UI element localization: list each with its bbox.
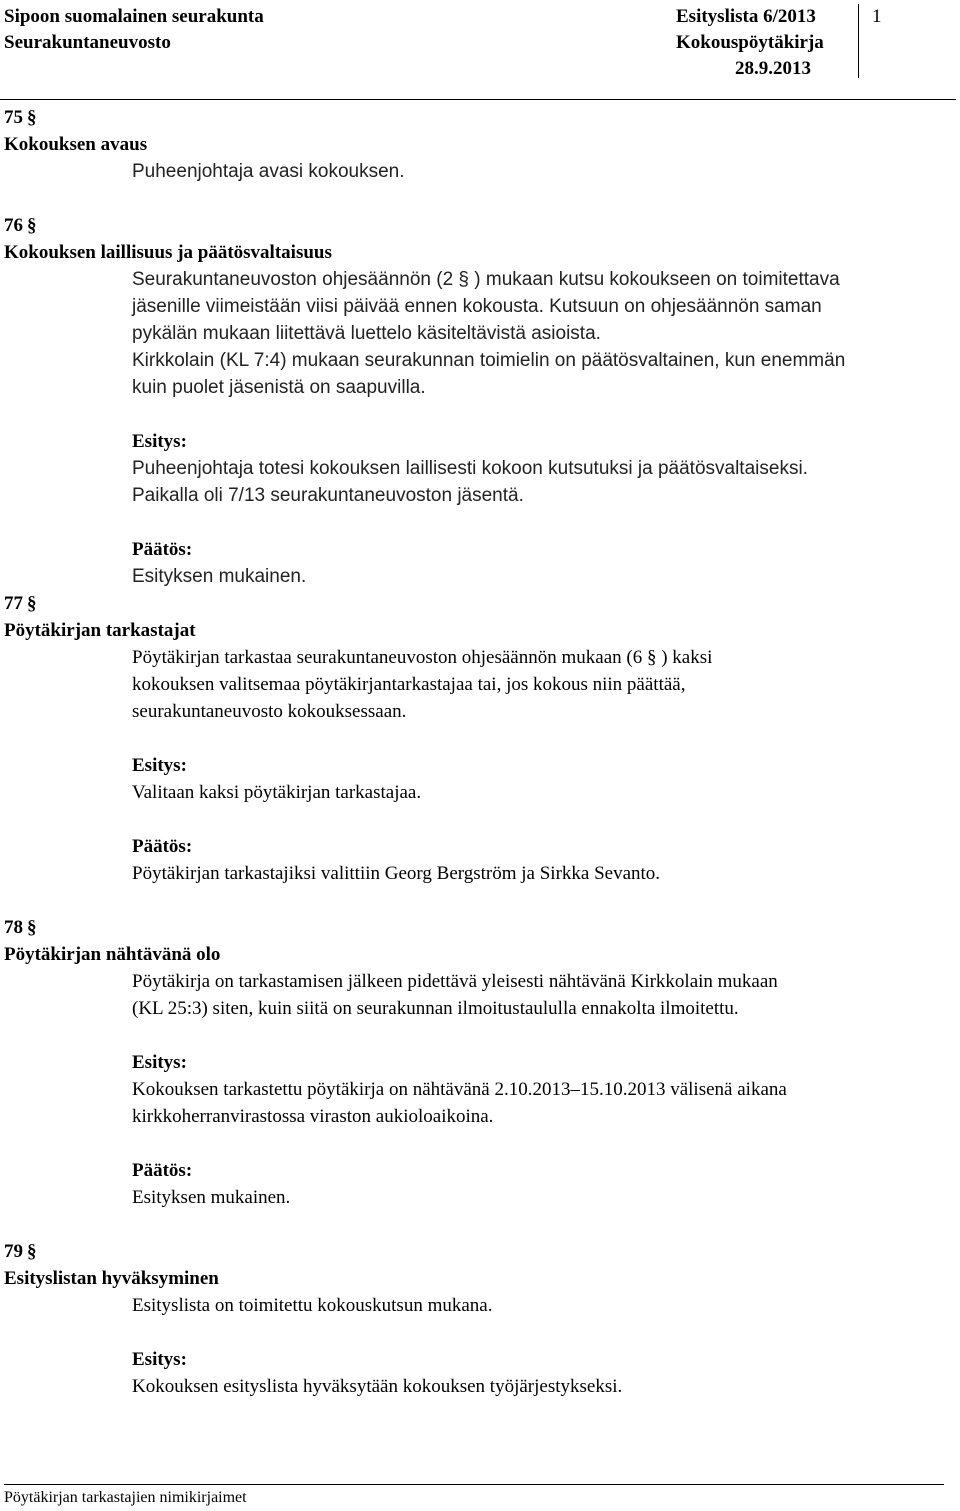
section-77-esitys: Valitaan kaksi pöytäkirjan tarkastajaa. bbox=[132, 782, 422, 803]
section-77-num-text: 77 bbox=[4, 593, 23, 614]
section-76-paatos-label: Päätös: bbox=[132, 539, 193, 560]
document-type: Kokouspöytäkirja bbox=[676, 32, 824, 53]
footer-rule bbox=[4, 1484, 944, 1485]
section-76-line: kuin puolet jäsenistä on saapuvilla. bbox=[132, 377, 426, 398]
section-77-line: kokouksen valitsemaa pöytäkirjantarkastajaa tai, jos kokous niin päättää, bbox=[132, 674, 686, 695]
section-77-number bbox=[4, 590, 956, 617]
section-79-number bbox=[4, 1238, 956, 1265]
section-77-line: seurakuntaneuvosto kokouksessaan. bbox=[132, 701, 407, 722]
section-77-esitys-label: Esitys: bbox=[132, 755, 187, 776]
section-78-paatos: Esityksen mukainen. bbox=[132, 1187, 291, 1208]
section-79-text: Esityslista on toimitettu kokouskutsun mukana. bbox=[132, 1295, 493, 1316]
section-78-number bbox=[4, 914, 956, 941]
section-75-title: Kokouksen avaus bbox=[4, 134, 148, 155]
section-76-line: Kirkkolain (KL 7:4) mukaan seurakunnan toimielin on päätösvaltainen, kun enemmän bbox=[132, 350, 846, 371]
section-78-esitys: Kokouksen tarkastettu pöytäkirja on nähtävänä 2.10.2013–15.10.2013 välisenä aikana bbox=[132, 1079, 787, 1100]
section-76-esitys-label: Esitys: bbox=[132, 431, 187, 452]
minutes-body bbox=[4, 104, 956, 1400]
section-symbol: § bbox=[27, 215, 37, 236]
section-76-line: pykälän mukaan liitettävä luettelo käsiteltävistä asioista. bbox=[132, 323, 601, 344]
section-77-title: Pöytäkirjan tarkastajat bbox=[4, 620, 196, 641]
section-77-paatos-label: Päätös: bbox=[132, 836, 193, 857]
section-79-esitys-label: Esitys: bbox=[132, 1349, 187, 1370]
page-header bbox=[4, 4, 960, 82]
section-symbol: § bbox=[27, 1241, 37, 1262]
section-78-paatos-label: Päätös: bbox=[132, 1160, 193, 1181]
section-symbol: § bbox=[27, 917, 37, 938]
section-79-title: Esityslistan hyväksyminen bbox=[4, 1268, 219, 1289]
organization-name: Sipoon suomalainen seurakunta bbox=[4, 6, 264, 27]
section-78-line: (KL 25:3) siten, kuin siitä on seurakunnan ilmoitustaululla ennakolta ilmoitettu. bbox=[132, 998, 739, 1019]
meeting-date: 28.9.2013 bbox=[735, 58, 811, 79]
section-76-num-text: 76 bbox=[4, 215, 23, 236]
body-name: Seurakuntaneuvosto bbox=[4, 32, 171, 53]
header-rule bbox=[0, 99, 956, 100]
section-75-num-text: 75 bbox=[4, 107, 23, 128]
agenda-number: Esityslista 6/2013 bbox=[676, 6, 816, 27]
section-76-title: Kokouksen laillisuus ja päätösvaltaisuus bbox=[4, 242, 332, 263]
section-78-esitys-label: Esitys: bbox=[132, 1052, 187, 1073]
section-76-esitys: Puheenjohtaja totesi kokouksen laillisesti kokoon kutsutuksi ja päätösvaltaiseksi. bbox=[132, 458, 808, 479]
section-78-esitys: kirkkoherranvirastossa viraston aukioloaikoina. bbox=[132, 1106, 494, 1127]
section-78-line: Pöytäkirja on tarkastamisen jälkeen pidettävä yleisesti nähtävänä Kirkkolain mukaan bbox=[132, 971, 778, 992]
section-78-title: Pöytäkirjan nähtävänä olo bbox=[4, 944, 221, 965]
header-left bbox=[4, 4, 264, 56]
section-75-number bbox=[4, 104, 956, 131]
header-divider bbox=[858, 4, 859, 78]
section-77-paatos: Pöytäkirjan tarkastajiksi valittiin Georg Bergström ja Sirkka Sevanto. bbox=[132, 863, 661, 884]
section-79-esitys: Kokouksen esityslista hyväksytään kokouksen työjärjestykseksi. bbox=[132, 1376, 623, 1397]
footer-initials-label: Pöytäkirjan tarkastajien nimikirjaimet bbox=[4, 1489, 247, 1506]
page-number: 1 bbox=[872, 6, 882, 27]
section-75-text: Puheenjohtaja avasi kokouksen. bbox=[132, 161, 405, 182]
section-76-paatos: Esityksen mukainen. bbox=[132, 566, 307, 587]
section-79-num-text: 79 bbox=[4, 1241, 23, 1262]
section-76-number bbox=[4, 212, 956, 239]
section-symbol: § bbox=[27, 593, 37, 614]
section-symbol: § bbox=[27, 107, 37, 128]
section-77-line: Pöytäkirjan tarkastaa seurakuntaneuvoston ohjesäännön mukaan (6 § ) kaksi bbox=[132, 647, 713, 668]
section-76-line: Seurakuntaneuvoston ohjesäännön (2 § ) mukaan kutsu kokoukseen on toimitettava bbox=[132, 269, 840, 290]
section-76-line: jäsenille viimeistään viisi päivää ennen kokousta. Kutsuun on ohjesäännön saman bbox=[132, 296, 822, 317]
section-78-num-text: 78 bbox=[4, 917, 23, 938]
section-76-esitys: Paikalla oli 7/13 seurakuntaneuvoston jäsentä. bbox=[132, 485, 524, 506]
header-right bbox=[676, 4, 824, 82]
